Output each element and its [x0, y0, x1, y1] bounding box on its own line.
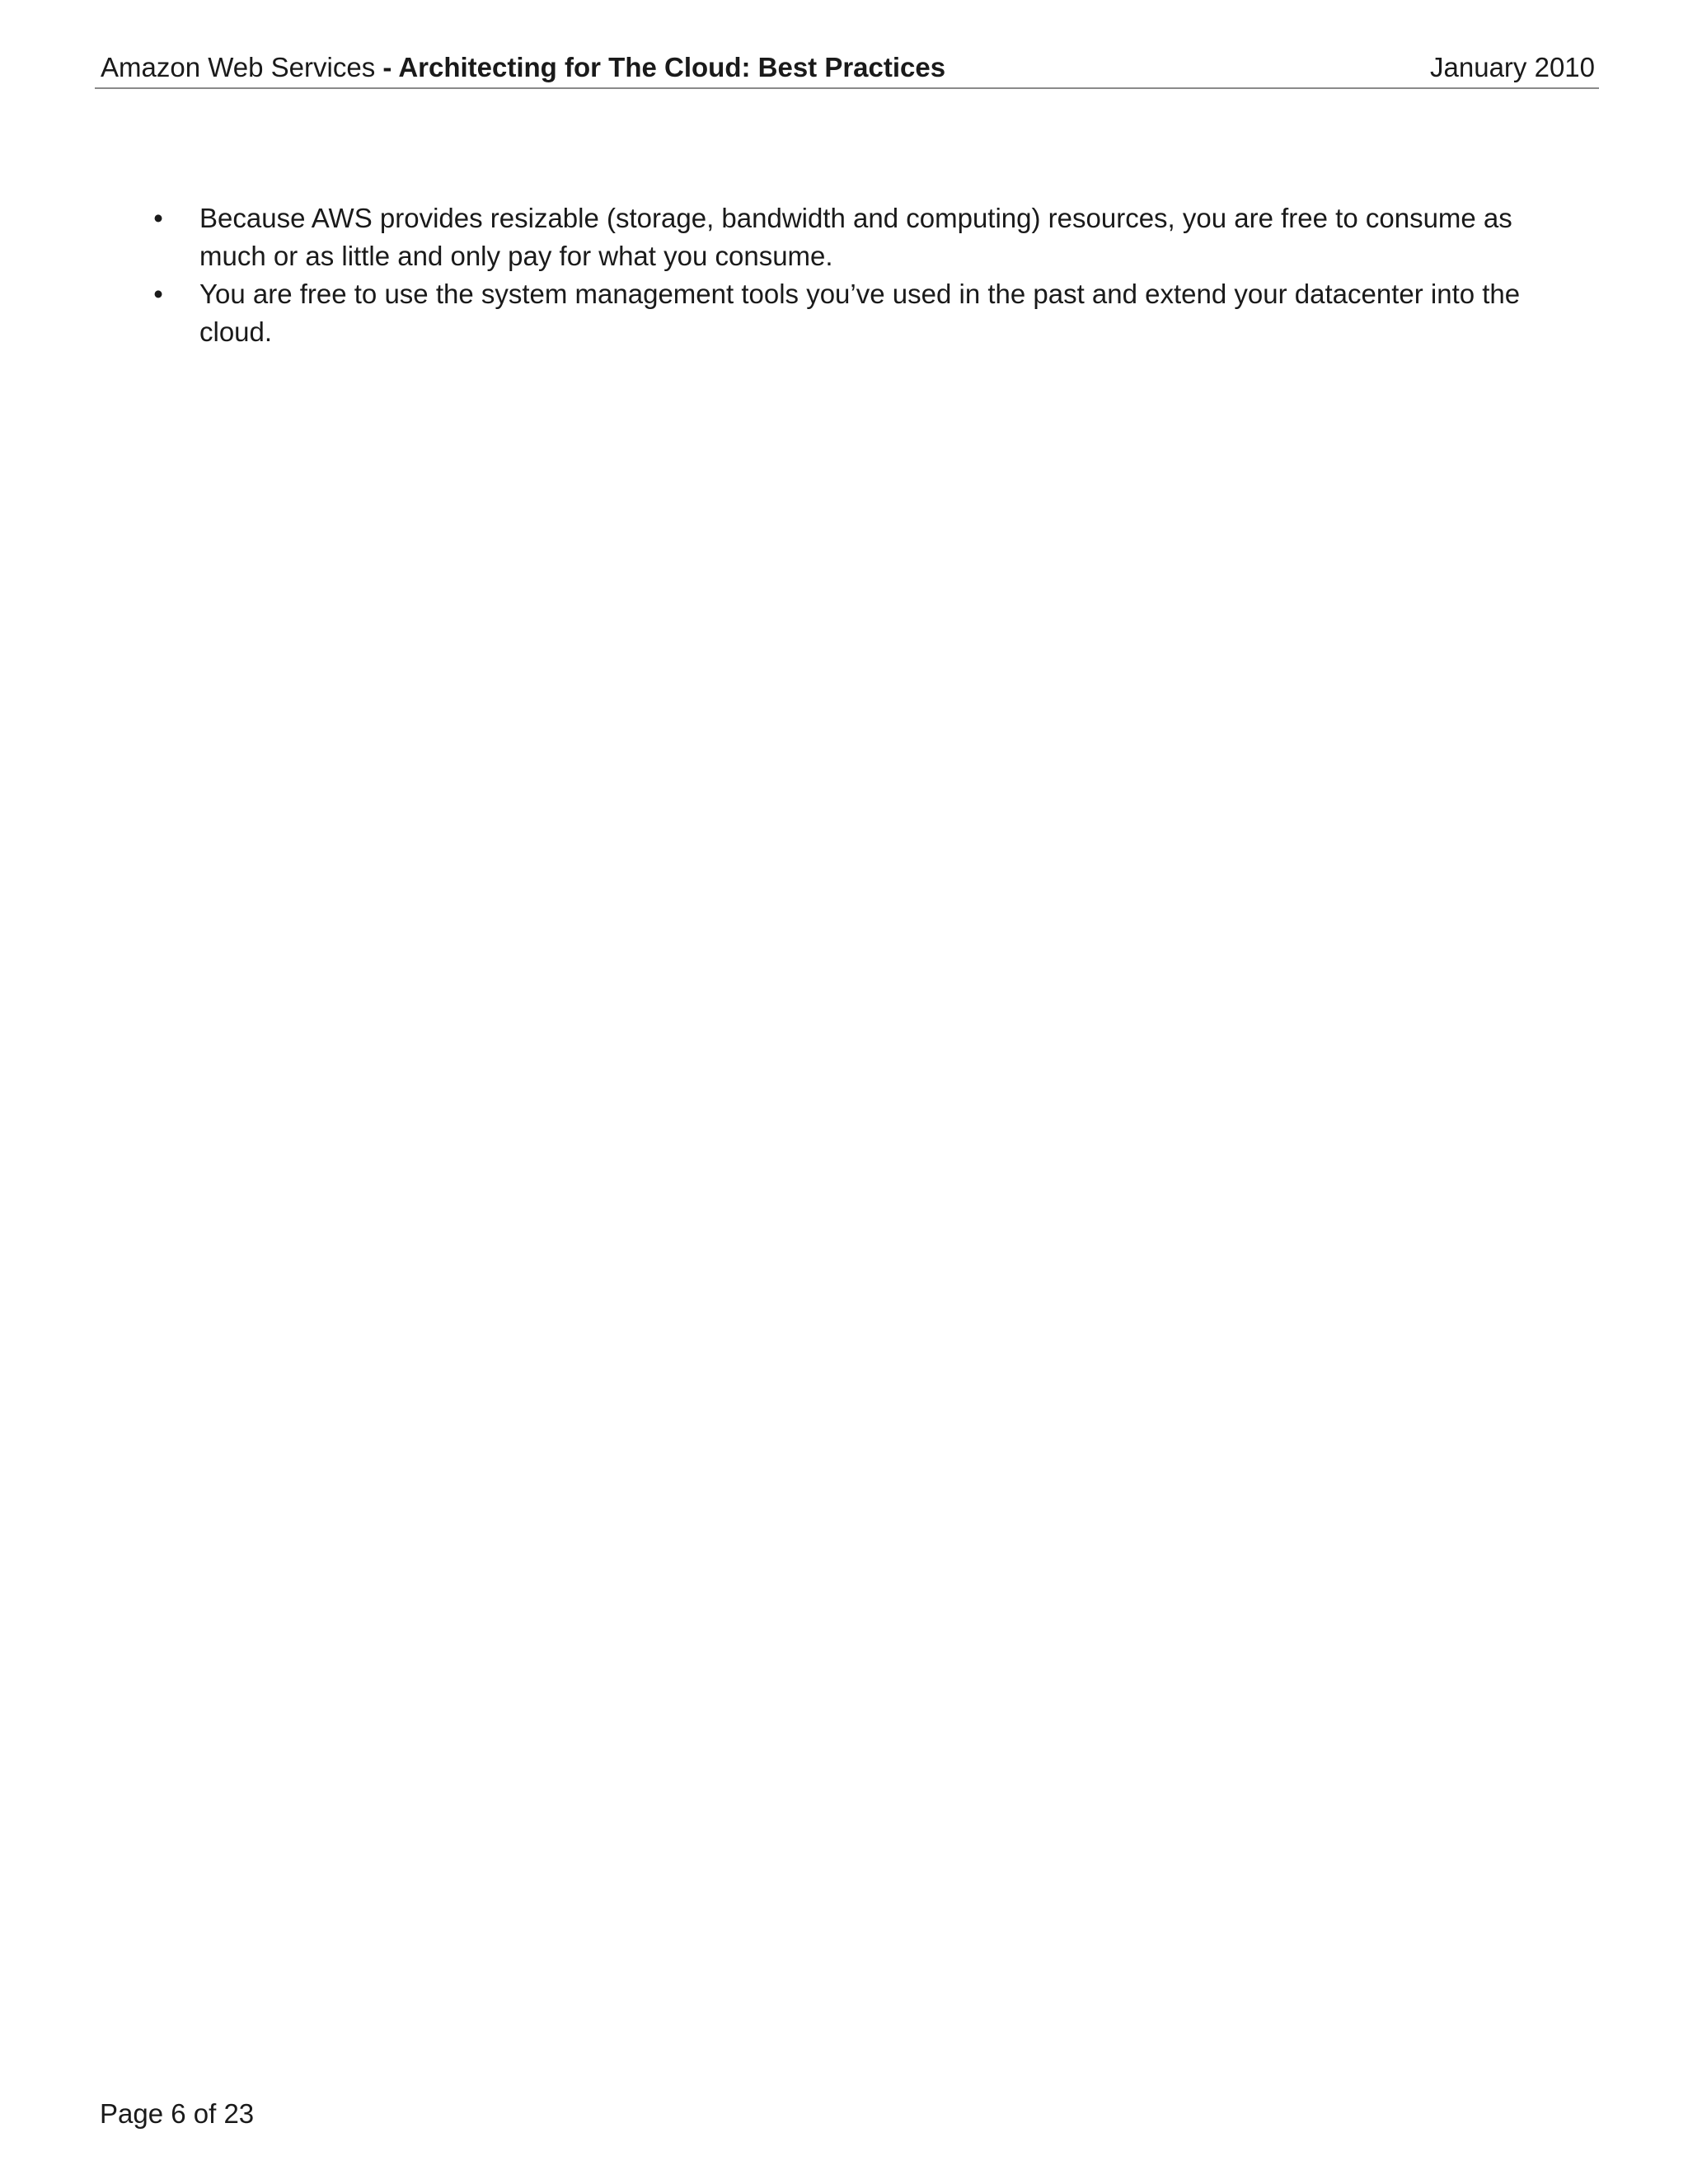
header-separator: - [375, 52, 399, 83]
page-content [148, 199, 1574, 351]
bullet-text: You are free to use the system management tools you’ve used in the past and extend your datacenter into the cloud. [199, 279, 1521, 347]
header-date: January 2010 [1430, 52, 1595, 83]
document-title: Architecting for The Cloud: Best Practices [398, 52, 946, 83]
bullet-marker: • [153, 279, 163, 309]
header-left [101, 51, 945, 84]
bullet-item [148, 275, 1574, 351]
page-number: Page 6 of 23 [100, 2098, 255, 2129]
bullet-text: Because AWS provides resizable (storage, bandwidth and computing) resources, you are free to consume as much or as little and only pay for what you consume. [199, 203, 1512, 271]
bullet-marker: • [153, 203, 163, 233]
header-company: Amazon Web Services [101, 52, 376, 83]
page-header [95, 48, 1599, 89]
bullet-list [148, 199, 1574, 351]
bullet-item [148, 199, 1574, 275]
